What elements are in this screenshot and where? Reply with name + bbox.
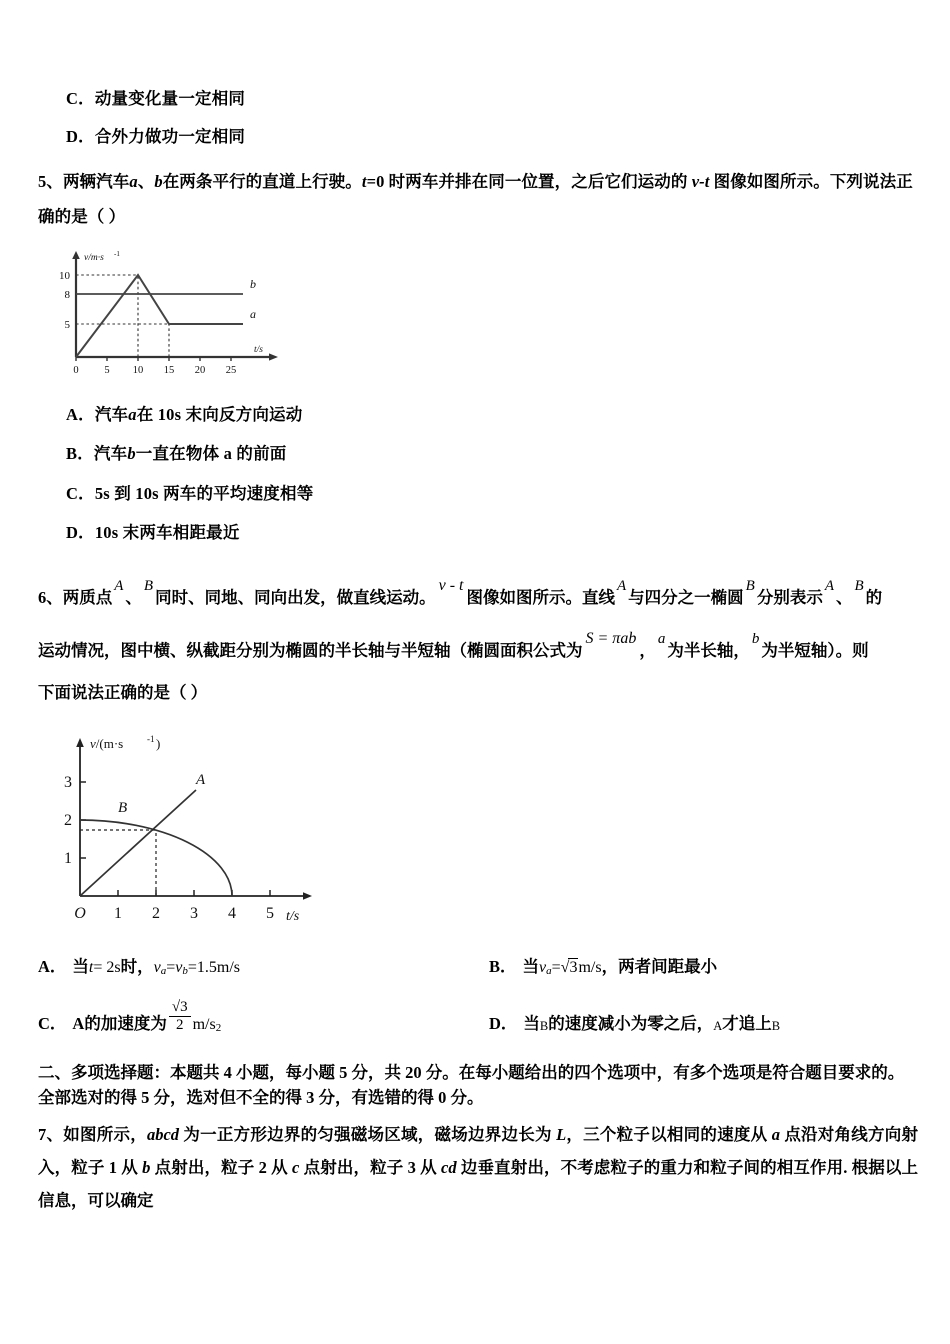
q6-y-axis-title-close: ) xyxy=(156,736,161,752)
q7-l1c: ，三个粒子以相同的速度从 xyxy=(566,1124,772,1144)
q6-stem-line2 xyxy=(38,619,918,672)
q5-series-a-line xyxy=(76,275,243,357)
q6-line2c: 为半长轴， xyxy=(667,641,750,661)
q5-option-c-post: 5s 到 10s 两车的平均速度相等 xyxy=(94,483,314,503)
figure-q6-vt-chart xyxy=(46,724,918,939)
q7-var-L: L xyxy=(556,1124,567,1144)
q5-var-t: t xyxy=(361,171,367,191)
q5-stem-3: 时两车并排在同一位置，之后它们运动的 xyxy=(384,171,692,191)
q6-option-a-va-sub: a xyxy=(160,965,167,978)
q5-option-b xyxy=(38,443,918,465)
q6-t5: 分别表示 xyxy=(756,588,823,608)
q6-option-c-denominator: 2 xyxy=(175,1017,184,1034)
q5-series-b-label: b xyxy=(250,276,256,291)
q7-l3: 以上信息，可以确定 xyxy=(38,1157,919,1210)
q5-xtick-25: 25 xyxy=(225,364,237,376)
q5-stem-4: 图像如图所示。下列说法正 xyxy=(709,171,913,191)
q6-series-b-label: B xyxy=(118,800,128,817)
q6-option-c-var: A xyxy=(72,1013,85,1033)
q5-option-a xyxy=(38,404,918,426)
q6-option-c-label: C． xyxy=(38,1013,67,1033)
q6-option-b-radical xyxy=(561,958,579,977)
q6-t4: 与四分之一椭圆 xyxy=(628,588,744,608)
q4-option-d-text: 合外力做功一定相同 xyxy=(94,127,246,147)
q5-option-d-label: D． xyxy=(66,522,95,542)
q6-option-d-t1: 当 xyxy=(523,1013,540,1033)
q5-stem-1: 两辆汽车 xyxy=(62,171,130,191)
q4-option-d-label: D． xyxy=(66,127,95,147)
q6-option-a-vb-sub: b xyxy=(182,965,188,978)
q4-option-c-text: 动量变化量一定相同 xyxy=(94,89,246,108)
q6-xtick-5: 5 xyxy=(266,905,274,923)
q6-option-c-unit: m/s xyxy=(192,1015,216,1033)
q5-xtick-5: 5 xyxy=(104,364,110,376)
q6-option-c-fraction xyxy=(169,999,191,1034)
q6-t6: 的 xyxy=(865,588,883,608)
q6-option-b-unit: m/s xyxy=(578,959,602,977)
q6-option-b-label: B． xyxy=(489,957,517,977)
q6-ytick-2: 2 xyxy=(64,812,72,830)
q5-var-a: a xyxy=(129,171,138,191)
q5-x-axis-arrow xyxy=(269,353,278,360)
q6-xtick-1: 1 xyxy=(114,905,122,923)
q6-option-d-vara: A xyxy=(713,1018,723,1033)
q7-l2c: 点射出，粒子 3 从 xyxy=(299,1157,442,1177)
question-6-stem xyxy=(38,566,918,714)
q6-stem-line3: 下面说法正确的是（ ） xyxy=(38,683,208,703)
section-2-header xyxy=(38,1060,918,1110)
q6-sup-b3: B xyxy=(854,578,864,595)
q5-option-b-pre: 汽车 xyxy=(93,444,128,464)
q6-vt: v - t xyxy=(438,577,464,595)
q5-xtick-0: 0 xyxy=(73,364,79,376)
q6-option-d xyxy=(467,1010,918,1034)
q5-xtick-15: 15 xyxy=(163,364,175,376)
q7-var-c: c xyxy=(292,1157,300,1177)
figure-q5-vt-chart xyxy=(48,245,918,390)
q5-option-a-pre: 汽车 xyxy=(94,404,129,424)
q7-l1d: 点沿对角线方向 xyxy=(779,1124,902,1144)
q6-ellipse-area-formula: S = πab xyxy=(585,630,637,648)
q6-option-c-unit-exp: 2 xyxy=(215,1021,222,1034)
q6-option-d-varb1: B xyxy=(539,1018,549,1033)
q5-xtick-10: 10 xyxy=(132,364,144,376)
q6-series-a-label: A xyxy=(196,772,206,789)
q6-option-b-t2: ，两者间距最小 xyxy=(601,957,718,977)
q6-option-b-eq: = xyxy=(551,959,561,977)
q7-l1a: 如图所示， xyxy=(63,1124,147,1144)
question-5-stem xyxy=(38,169,918,231)
q5-option-d xyxy=(38,522,918,544)
q5-vt-label: v-t xyxy=(691,171,710,191)
q6-var-a: a xyxy=(657,631,666,648)
q6-chart-svg xyxy=(46,724,346,934)
q6-ytick-3: 3 xyxy=(64,774,72,792)
q4-option-c-label: C． xyxy=(66,89,95,108)
q5-t-eq: =0 xyxy=(366,171,385,191)
q6-var-b: b xyxy=(751,631,760,648)
q7-number: 7、 xyxy=(38,1124,64,1144)
q5-var-b: b xyxy=(154,171,163,191)
q5-option-b-post: 一直在物体 a 的前面 xyxy=(135,444,287,464)
q5-chart-svg xyxy=(48,245,298,385)
q7-var-a: a xyxy=(771,1124,780,1144)
q6-y-axis-arrow xyxy=(76,738,84,747)
q5-options xyxy=(38,404,918,544)
q6-option-a-t1: 当 xyxy=(72,957,89,977)
q6-ytick-1: 1 xyxy=(64,850,72,868)
q6-option-a xyxy=(38,953,467,977)
q6-option-c-t1: 的加速度为 xyxy=(84,1013,167,1033)
q5-xtick-20: 20 xyxy=(194,364,206,376)
section-2-line1: 二、多项选择题：本题共 4 小题，每小题 5 分，共 20 分。在每小题给出的四个选项中，有多个选项是符合题目要求的。 xyxy=(38,1062,905,1082)
q6-option-b xyxy=(467,953,918,977)
q5-stem-line2: 确的是（ ） xyxy=(38,207,126,227)
q5-option-a-var: a xyxy=(128,404,137,424)
q5-ytick-5: 5 xyxy=(64,318,70,331)
q7-var-cd: cd xyxy=(441,1157,457,1177)
q6-option-a-va: v xyxy=(153,959,161,977)
q5-y-axis-title-exp: -1 xyxy=(114,249,120,258)
q6-y-axis-title-exp: -1 xyxy=(147,734,155,745)
q5-series-a-label: a xyxy=(250,306,256,321)
q5-option-a-post: 在 10s 末向反方向运动 xyxy=(136,404,303,424)
q6-x-axis-arrow xyxy=(303,892,312,900)
q6-t2: 同时、同地、同向出发，做直线运动。 xyxy=(155,588,436,608)
q6-option-a-eq: = 2s xyxy=(93,959,121,977)
q6-xtick-2: 2 xyxy=(152,905,160,923)
q6-xtick-4: 4 xyxy=(228,905,236,923)
q7-l2b: 点射出，粒子 2 从 xyxy=(150,1157,293,1177)
q7-var-b: b xyxy=(142,1157,151,1177)
q6-y-axis-title: v/(m·s xyxy=(90,736,124,752)
q7-l1b: 为一正方形边界的匀强磁场区域，磁场边界边长为 xyxy=(179,1124,557,1144)
q5-option-a-label: A． xyxy=(66,404,95,424)
q5-guide-lines xyxy=(76,275,169,357)
q5-sep: 、 xyxy=(137,171,155,191)
q6-option-c-numerator: √3 xyxy=(169,999,191,1017)
q6-option-a-eq1: = xyxy=(166,959,176,977)
q6-option-b-t1: 当 xyxy=(522,957,540,977)
q6-sup-b1: B xyxy=(143,578,154,595)
question-7-stem xyxy=(38,1118,918,1217)
page-content xyxy=(38,88,918,1217)
q6-option-d-label: D． xyxy=(489,1013,518,1033)
q5-option-c-label: C． xyxy=(66,483,95,503)
q6-sup-a3: A xyxy=(824,578,834,595)
q7-l2d: 边垂直射出，不考虑粒子的重力和粒子间的相互作用. 根据 xyxy=(456,1157,885,1177)
q6-option-b-va: v xyxy=(539,959,547,977)
q6-option-a-var-t: t xyxy=(88,959,94,977)
q6-line2d: 为半短轴）。则 xyxy=(761,641,869,661)
q6-line2a: 运动情况，图中横、纵截距分别为椭圆的半长轴与半短轴（椭圆面积公式为 xyxy=(38,641,583,661)
q5-number: 5、 xyxy=(38,171,63,191)
q6-axes xyxy=(80,746,304,896)
q5-x-axis-title: t/s xyxy=(254,344,263,355)
q6-option-a-t2: 时， xyxy=(120,957,154,977)
q4-option-d xyxy=(38,126,918,148)
q6-option-b-radical-sign: √ xyxy=(560,959,570,977)
q7-l2a: 射入，粒子 1 从 xyxy=(38,1124,919,1177)
q6-option-c xyxy=(38,999,467,1034)
q5-y-axis-title: v/m·s xyxy=(84,252,104,263)
q6-xtick-3: 3 xyxy=(190,905,198,923)
q7-abcd: abcd xyxy=(146,1124,180,1144)
q5-stem-2: 在两条平行的直道上行驶。 xyxy=(162,171,362,191)
q6-sep1: 、 xyxy=(125,588,142,608)
q6-option-d-t3: 才追上 xyxy=(722,1013,772,1033)
q5-option-c xyxy=(38,483,918,505)
q5-option-d-post: 10s 末两车相距最近 xyxy=(94,522,240,542)
q6-origin-label: O xyxy=(74,905,86,923)
q6-t3: 图像如图所示。直线 xyxy=(466,588,615,608)
q6-options-row-1 xyxy=(38,953,918,977)
q6-options-row-2 xyxy=(38,999,918,1034)
q5-option-b-label: B． xyxy=(66,444,94,464)
q6-t1: 两质点 xyxy=(62,588,113,608)
q5-axes xyxy=(76,257,270,357)
q6-series-a-line xyxy=(80,790,196,896)
q6-sep2: 、 xyxy=(835,588,853,608)
q6-option-a-label: A． xyxy=(38,957,67,977)
q6-option-d-t2: 的速度减小为零之后， xyxy=(548,1013,714,1033)
q6-option-b-va-sub: a xyxy=(546,965,552,978)
q6-option-b-radicand: 3 xyxy=(569,959,578,977)
q6-option-a-eq2: =1.5m/s xyxy=(187,959,241,977)
q6-option-a-vb: v xyxy=(175,959,183,977)
q4-option-c xyxy=(38,88,918,110)
q6-x-axis-title: t/s xyxy=(286,909,300,925)
section-2-line2: 全部选对的得 5 分，选对但不全的得 3 分，有选错的得 0 分。 xyxy=(38,1087,484,1107)
q6-sup-a1: A xyxy=(114,578,124,595)
q5-ytick-10: 10 xyxy=(59,269,70,282)
q6-sup-a2: A xyxy=(616,578,627,595)
q6-option-d-varb2: B xyxy=(771,1018,781,1033)
q6-line2b: ， xyxy=(639,641,656,661)
q5-option-b-var: b xyxy=(127,444,136,464)
q6-number: 6、 xyxy=(38,588,63,608)
q5-ytick-8: 8 xyxy=(64,288,70,301)
q6-sup-b2: B xyxy=(745,578,755,595)
q6-x-ticks xyxy=(118,890,270,896)
q5-y-axis-arrow xyxy=(72,251,80,259)
